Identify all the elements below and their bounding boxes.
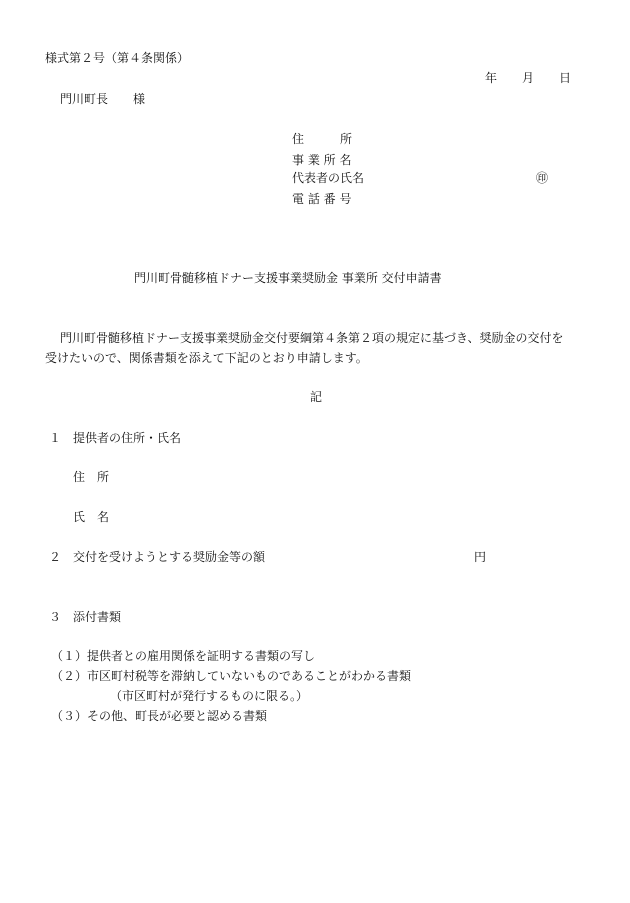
attached-doc-2: （２）市区町村税等を滞納していないものであることがわかる書類 bbox=[51, 669, 412, 683]
representative-name-field-label: 代表者の氏名 bbox=[292, 171, 365, 185]
item-2-unit: 円 bbox=[474, 550, 487, 564]
item-3-label: 添付書類 bbox=[73, 610, 122, 624]
business-name-field-label: 事 業 所 名 bbox=[292, 153, 352, 167]
addressee-name: 門川町長 bbox=[60, 92, 109, 106]
body-text-line-2: 受けたいので、関係書類を添えて下記のとおり申請します。 bbox=[45, 351, 368, 365]
ki-heading: 記 bbox=[310, 390, 323, 404]
form-number: 様式第２号（第４条関係） bbox=[45, 51, 190, 65]
item-1-address-label: 住 所 bbox=[73, 470, 110, 484]
item-1-number: １ bbox=[49, 431, 62, 445]
attached-doc-2-note: （市区町村が発行するものに限る。） bbox=[110, 689, 309, 703]
body-text-line-1: 門川町骨髄移植ドナー支援事業奨励金交付要綱第４条第２項の規定に基づき、奨励金の交付を bbox=[60, 331, 564, 345]
seal-mark: ㊞ bbox=[536, 171, 549, 185]
attached-doc-1: （１）提供者との雇用関係を証明する書類の写し bbox=[51, 649, 316, 663]
addressee-honorific: 様 bbox=[133, 92, 146, 106]
item-2-label: 交付を受けようとする奨励金等の額 bbox=[73, 550, 266, 564]
phone-field-label: 電 話 番 号 bbox=[292, 192, 352, 206]
address-field-label: 住 所 bbox=[292, 132, 353, 146]
item-1-name-label: 氏 名 bbox=[73, 510, 110, 524]
item-3-number: ３ bbox=[49, 610, 62, 624]
item-2-number: ２ bbox=[49, 550, 62, 564]
item-1-label: 提供者の住所・氏名 bbox=[73, 431, 182, 445]
attached-doc-3: （３）その他、町長が必要と認める書類 bbox=[51, 709, 268, 723]
date-day-label: 日 bbox=[559, 71, 572, 85]
date-year-label: 年 bbox=[485, 71, 498, 85]
date-month-label: 月 bbox=[522, 71, 535, 85]
document-title: 門川町骨髄移植ドナー支援事業奨励金 事業所 交付申請書 bbox=[134, 271, 442, 285]
